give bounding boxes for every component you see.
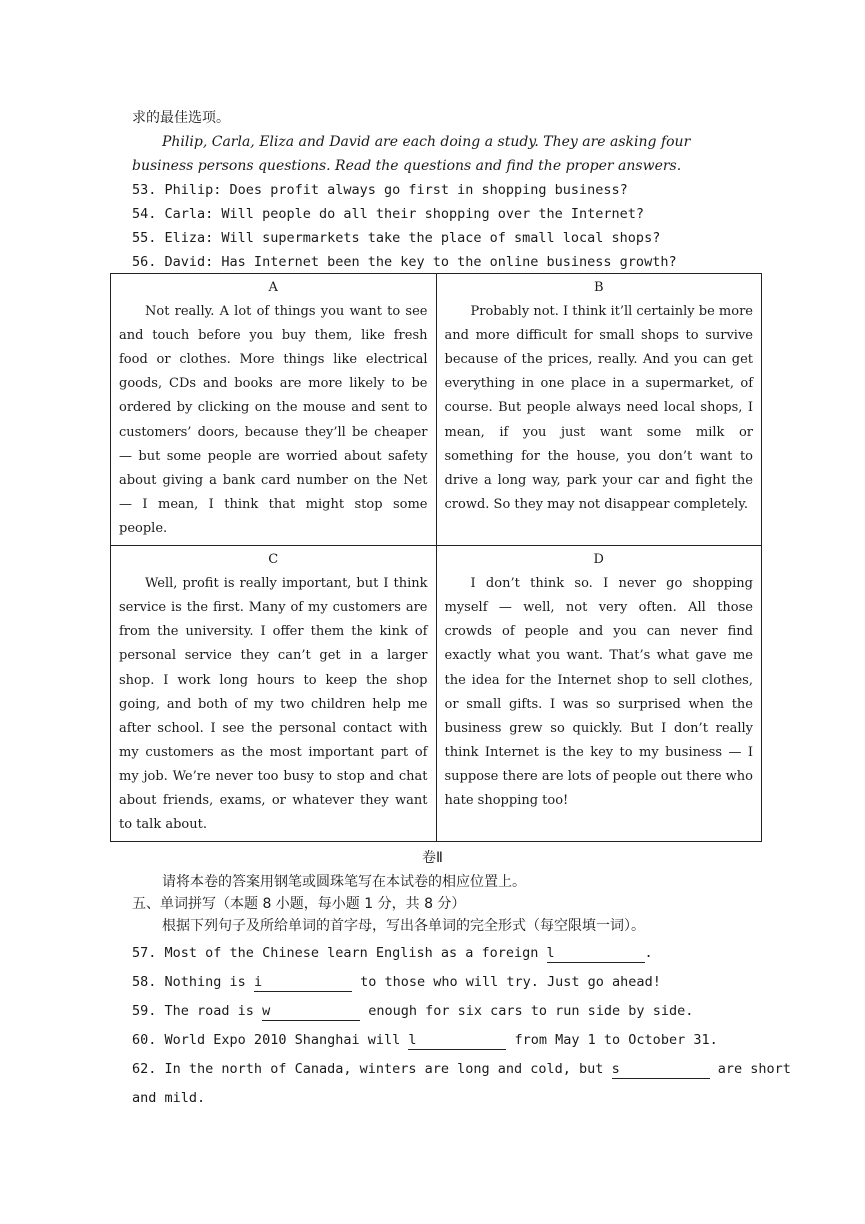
section-note: 请将本卷的答案用钢笔或圆珠笔写在本试卷的相应位置上。 [162,874,526,890]
option-label: B [593,280,604,295]
answer-blank[interactable]: l [547,944,645,963]
question-number: 56. [132,254,157,270]
option-c-cell [111,546,437,842]
item-before: Most of the Chinese learn English as a foreign [164,945,539,961]
item-after: . [644,945,653,961]
item-before: The road is [164,1003,254,1019]
question-55 [132,226,660,250]
item-after: are short [717,1061,791,1077]
spelling-item-62 [132,1057,791,1081]
option-label: D [593,552,604,568]
option-label: C [268,552,279,568]
question-number: 54. [132,206,157,222]
question-53 [132,178,628,202]
item-number: 59. [132,1003,157,1019]
answer-blank[interactable]: s [612,1060,710,1079]
option-d-cell [436,546,762,842]
question-number: 55. [132,230,157,246]
option-text: Well, profit is really important, but I think service is the first. Many of my customers are from the university. I offer them the kink of personal service they can’t get in a larger shop. I work long hours to keep the shop going, and both of my two children help me after school. I see the personal contact with my customers as the most important part of my job. We’re never too busy to stop and chat about friends, exams, or whatever they want to talk about. [119,576,428,833]
question-text: Philip: Does profit always go first in shopping business? [164,182,628,198]
options-table [110,273,762,842]
item-after: enough for six cars to run side by side. [368,1003,694,1019]
item-before: World Expo 2010 Shanghai will [164,1032,401,1048]
option-text: I don’t think so. I never go shopping myself — well, not very often. All those crowds of people and you can never find exactly what you want. That’s what gave me the idea for the Internet shop to sell clothes, or small gifts. I was so surprised when the business grew so quickly. But I don’t really think Internet is the key to my business — I suppose there are lots of people out there who hate shopping too! [444,576,753,808]
intro-tail: 求的最佳选项。 [132,110,230,126]
question-number: 53. [132,182,157,198]
spelling-item-59 [132,999,693,1023]
item-number: 62. [132,1061,157,1077]
part5-heading: 五、单词拼写（本题 8 小题，每小题 1 分，共 8 分） [132,896,466,912]
option-text: Not really. A lot of things you want to see and touch before you buy them, like fresh food or clothes. More things like electrical goods, CDs and books are more likely to be ordered by clicking on the mouse and sent to customers’ doors, because they’ll be cheaper — but some people are worried about safety about giving a bank card number on the Net — I mean, I think that might stop some people. [119,304,428,536]
spelling-continuation: and mild. [132,1090,206,1106]
option-label: A [268,280,278,295]
question-text: David: Has Internet been the key to the online business growth? [164,254,677,270]
section-title: 卷Ⅱ [422,850,443,866]
item-number: 57. [132,945,157,961]
option-a-cell [111,274,437,546]
question-text: Eliza: Will supermarkets take the place of small local shops? [164,230,661,246]
item-after: from May 1 to October 31. [514,1032,718,1048]
answer-blank[interactable]: i [254,973,352,992]
spelling-item-58 [132,970,661,994]
answer-blank[interactable]: w [262,1002,360,1021]
part5-instruction: 根据下列句子及所给单词的首字母，写出各单词的完全形式（每空限填一词）。 [162,918,645,934]
item-after: to those who will try. Just go ahead! [360,974,661,990]
item-before: In the north of Canada, winters are long and cold, but [164,1061,604,1077]
spelling-item-57 [132,941,653,965]
question-text: Carla: Will people do all their shopping over the Internet? [164,206,645,222]
instruction-line-1: Philip, Carla, Eliza and David are each doing a study. They are asking four [162,134,691,150]
option-b-cell [436,274,762,546]
question-56 [132,250,677,274]
item-number: 60. [132,1032,157,1048]
spelling-item-60 [132,1028,718,1052]
item-before: Nothing is [164,974,246,990]
answer-blank[interactable]: l [408,1031,506,1050]
instruction-line-2: business persons questions. Read the questions and find the proper answers. [132,158,682,174]
question-54 [132,202,644,226]
item-number: 58. [132,974,157,990]
option-text: Probably not. I think it’ll certainly be more and more difficult for small shops to survive because of the prices, really. And you can get everything in one place in a supermarket, of course. But people always need local shops, I mean, if you just want some milk or something for the house, you don’t want to drive a long way, park your car and fight the crowd. So they may not disappear completely. [444,304,753,512]
